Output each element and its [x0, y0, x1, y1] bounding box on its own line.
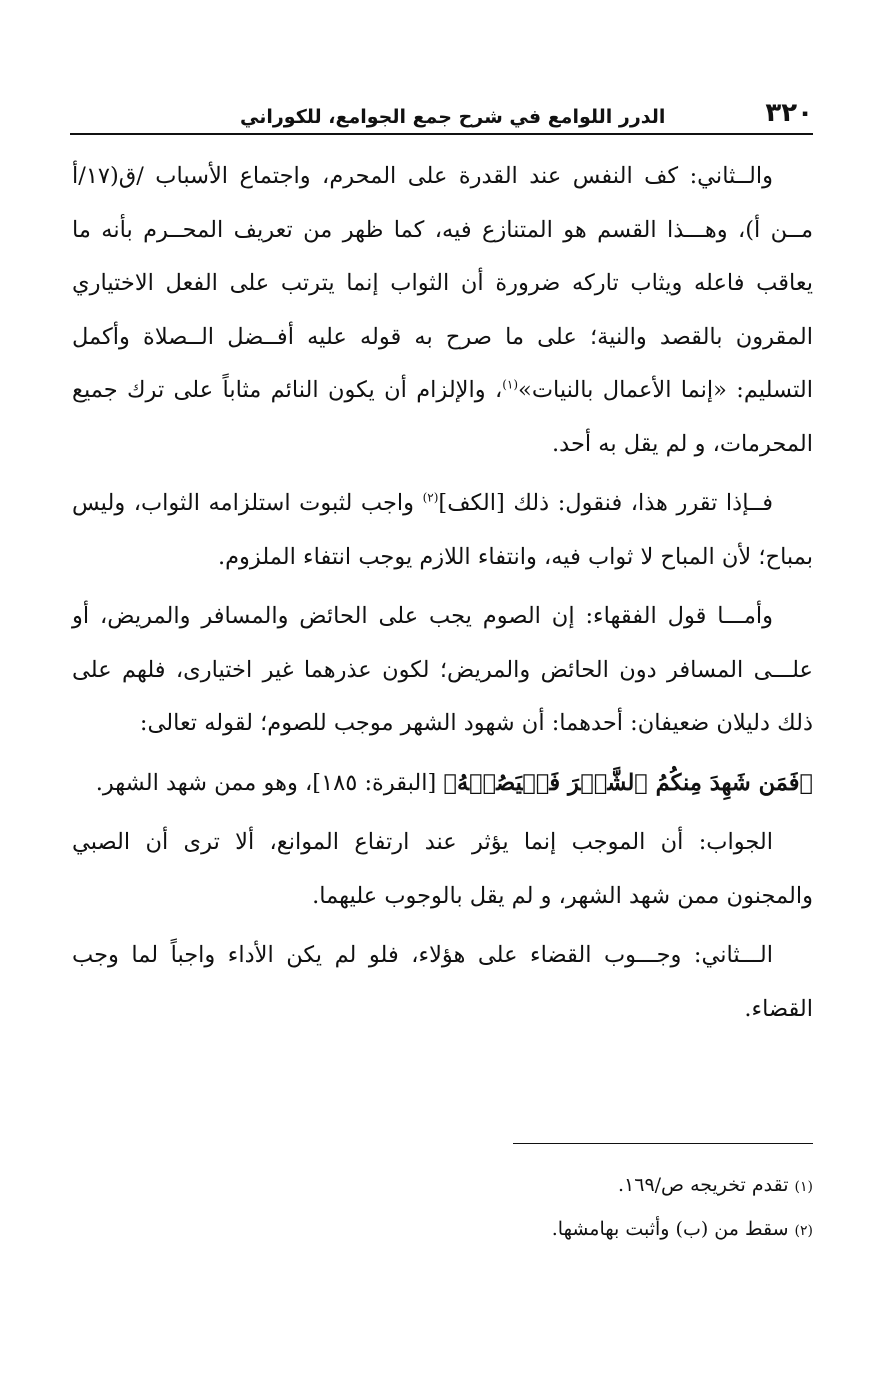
footnote-text: تقدم تخريجه ص/١٦٩.	[617, 1174, 789, 1196]
quran-bracket-open: ﴿	[799, 769, 813, 796]
header-divider	[70, 133, 813, 135]
main-text	[72, 150, 813, 1042]
footnote-divider	[513, 1143, 813, 1144]
paragraph-conclusion	[72, 477, 813, 584]
footnote-marker: (١)	[794, 1179, 813, 1195]
running-title: الدرر اللوامع في شرح جمع الجوامع، للكوراني	[239, 106, 666, 128]
page-header	[70, 92, 813, 128]
paragraph-text: فــإذا تقرر هذا، فنقول: ذلك [الكف]	[438, 490, 773, 516]
page-number: ٣٢٠	[765, 98, 813, 128]
footnote-1	[72, 1164, 813, 1208]
paragraph-text: والــثاني: كف النفس عند القدرة على المحرم، واجتماع الأسباب /ق(١٧/أ مــن أ)، وهـــذا القسم هو المتنازع فيه، كما ظهر من تعريف المحــرم بأنه ما يعاقب فاعله ويثاب تاركه ضرورة أن الثواب إنما يترتب على الفعل الاختياري المقرون بالقصد والنية؛ على ما صرح به قوله عليه أفــضل الــصلاة وأكمل التسليم: «إنما الأعمال بالنيات»	[72, 163, 814, 403]
footnote-ref-2: (٢)	[422, 490, 439, 505]
footnote-marker: (٢)	[794, 1223, 813, 1239]
paragraph-text-continued: ، والإلزام أن يكون النائم مثاباً على ترك جميع المحرمات، و لم يقل به أحد.	[72, 377, 813, 457]
quran-bracket-close: ﴾	[443, 769, 457, 796]
footnote-2	[72, 1208, 813, 1252]
paragraph-answer	[72, 816, 813, 923]
footnote-text: سقط من (ب) وأثبت بهامشها.	[551, 1218, 789, 1240]
paragraph-text: الجواب: أن الموجب إنما يؤثر عند ارتفاع الموانع، ألا ترى أن الصبي والمجنون ممن شهد الشهر، و لم يقل بالوجوب عليهما.	[72, 829, 813, 909]
quran-verse: فَمَن شَهِدَ مِنكُمُ ٱلشَّهۡرَ فَلۡيَصُمۡهُ	[457, 769, 800, 796]
paragraph-second-evidence	[72, 929, 813, 1036]
paragraph-jurists-view	[72, 590, 813, 751]
quran-verse-line	[72, 757, 813, 811]
paragraph-text-continued: ، وهو ممن شهد الشهر.	[95, 769, 313, 796]
paragraph-text-continued: واجب لثبوت استلزامه الثواب، وليس بمباح؛ لأن المباح لا ثواب فيه، وانتفاء اللازم يوجب انتفاء الملزوم.	[72, 490, 813, 570]
paragraph-text: الـــثاني: وجـــوب القضاء على هؤلاء، فلو لم يكن الأداء واجباً لما وجب القضاء.	[72, 942, 813, 1022]
footnotes	[72, 1164, 813, 1252]
paragraph-second-definition	[72, 150, 813, 471]
footnote-ref-1: (١)	[502, 377, 519, 392]
paragraph-text: وأمـــا قول الفقهاء: إن الصوم يجب على الحائض والمسافر والمريض، أو علـــى المسافر دون الحائض والمريض؛ لكون عذرهما غير اختيارى، فلهم على ذلك دليلان ضعيفان: أحدهما: أن شهود الشهر موجب للصوم؛ لقوله تعالى:	[72, 603, 813, 736]
verse-citation: [البقرة: ١٨٥]	[312, 769, 437, 796]
